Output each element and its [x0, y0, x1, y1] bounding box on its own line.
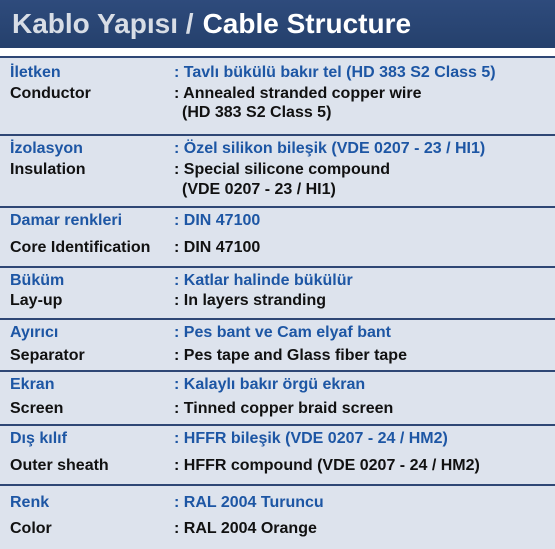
value-english-continued: (VDE 0207 - 23 / HI1)	[182, 181, 336, 198]
label-english: Outer sheath	[10, 457, 109, 474]
value-english: : HFFR compound (VDE 0207 - 24 / HM2)	[174, 457, 480, 474]
label-english: Conductor	[10, 85, 91, 102]
label-english: Separator	[10, 347, 85, 364]
label-turkish: Damar renkleri	[10, 212, 123, 229]
label-english: Color	[10, 520, 52, 537]
value-english: : RAL 2004 Orange	[174, 520, 317, 537]
value-turkish: : HFFR bileşik (VDE 0207 - 24 / HM2)	[174, 430, 448, 447]
structure-table	[0, 56, 555, 549]
value-turkish: : Tavlı bükülü bakır tel (HD 383 S2 Class 5)	[174, 64, 496, 81]
value-english: : DIN 47100	[174, 239, 261, 256]
section-separator	[0, 318, 555, 368]
header-title-bar	[0, 0, 555, 48]
value-turkish: : Katlar halinde bükülür	[174, 272, 353, 289]
value-english: : Pes tape and Glass fiber tape	[174, 347, 407, 364]
value-english: : Special silicone compound	[174, 161, 391, 178]
section-core-identification	[0, 206, 555, 264]
label-english: Core Identification	[10, 239, 151, 256]
section-color	[0, 484, 555, 549]
label-english: Lay-up	[10, 292, 63, 309]
label-english: Insulation	[10, 161, 86, 178]
label-turkish: Renk	[10, 494, 50, 511]
label-turkish: Dış kılıf	[10, 430, 67, 447]
section-lay-up	[0, 266, 555, 314]
value-english: : Annealed stranded copper wire	[174, 85, 422, 102]
section-insulation	[0, 134, 555, 200]
section-outer-sheath	[0, 424, 555, 482]
label-turkish: Ekran	[10, 376, 55, 393]
title-english: Cable Structure	[202, 8, 412, 39]
label-turkish: Ayırıcı	[10, 324, 59, 341]
label-turkish: İletken	[10, 64, 61, 81]
section-conductor	[0, 56, 555, 122]
title-turkish: Kablo Yapısı /	[12, 8, 194, 39]
value-turkish: : Kalaylı bakır örgü ekran	[174, 376, 366, 393]
value-english: : Tinned copper braid screen	[174, 400, 394, 417]
value-english-continued: (HD 383 S2 Class 5)	[182, 104, 332, 121]
section-screen	[0, 370, 555, 420]
value-turkish: : Özel silikon bileşik (VDE 0207 - 23 / HI1)	[174, 140, 486, 157]
label-english: Screen	[10, 400, 64, 417]
value-turkish: : Pes bant ve Cam elyaf bant	[174, 324, 391, 341]
value-turkish: : RAL 2004 Turuncu	[174, 494, 324, 511]
label-turkish: İzolasyon	[10, 140, 83, 157]
value-turkish: : DIN 47100	[174, 212, 261, 229]
value-english: : In layers stranding	[174, 292, 327, 309]
label-turkish: Büküm	[10, 272, 65, 289]
